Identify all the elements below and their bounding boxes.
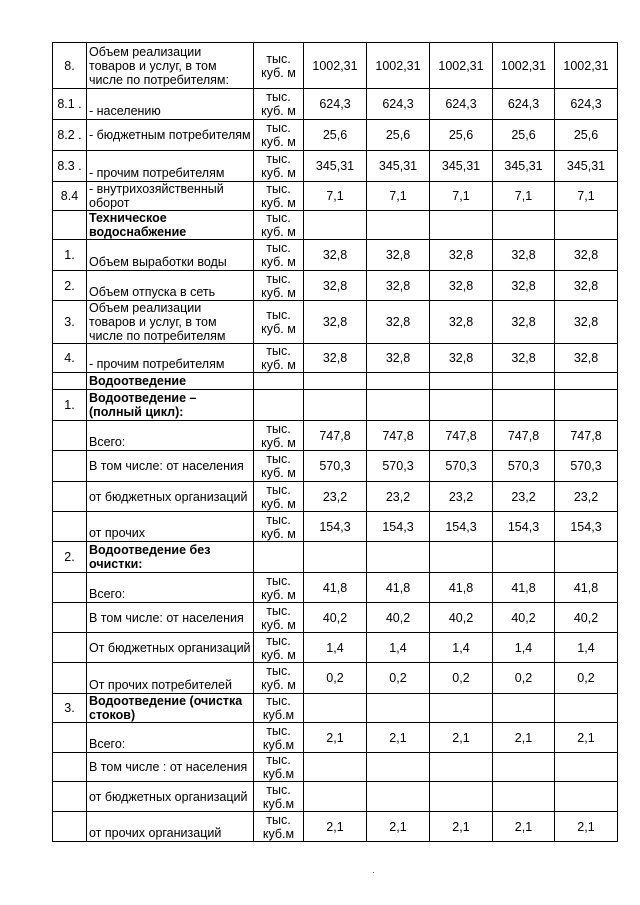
value-cell-5: 32,8: [555, 344, 618, 373]
value-cell-2: [367, 542, 430, 573]
row-description: Объем реализации товаров и услуг, в том числе по потребителям: [87, 301, 254, 344]
row-number: [53, 573, 87, 603]
row-description: От бюджетных организаций: [87, 633, 254, 663]
row-number: [53, 663, 87, 694]
value-cell-4: 32,8: [493, 301, 555, 344]
value-cell-3: 25,6: [430, 120, 493, 151]
value-cell-2: 41,8: [367, 573, 430, 603]
value-cell-2: 154,3: [367, 512, 430, 542]
value-cell-5: [555, 542, 618, 573]
value-cell-4: 41,8: [493, 573, 555, 603]
value-cell-1: [304, 542, 367, 573]
value-cell-3: 32,8: [430, 240, 493, 271]
table-row: [53, 89, 618, 120]
value-cell-3: [430, 694, 493, 723]
value-cell-2: [367, 753, 430, 782]
value-cell-2: 345,31: [367, 151, 430, 182]
value-cell-4: [493, 753, 555, 782]
table-row: [53, 421, 618, 451]
value-cell-5: [555, 694, 618, 723]
value-cell-1: 345,31: [304, 151, 367, 182]
value-cell-4: [493, 782, 555, 812]
row-description: От прочих потребителей: [87, 663, 254, 694]
row-unit: тыс. куб. м: [254, 182, 304, 211]
row-unit: тыс. куб. м: [254, 633, 304, 663]
value-cell-4: 747,8: [493, 421, 555, 451]
value-cell-4: 624,3: [493, 89, 555, 120]
row-unit: тыс. куб. м: [254, 573, 304, 603]
value-cell-3: 570,3: [430, 451, 493, 482]
table-row: [53, 301, 618, 344]
value-cell-3: [430, 753, 493, 782]
value-cell-1: 2,1: [304, 723, 367, 753]
row-description: Водоотведение – (полный цикл):: [87, 390, 254, 421]
value-cell-3: 154,3: [430, 512, 493, 542]
value-cell-2: 747,8: [367, 421, 430, 451]
row-description: В том числе: от населения: [87, 451, 254, 482]
value-cell-2: 1,4: [367, 633, 430, 663]
value-cell-2: 40,2: [367, 603, 430, 633]
value-cell-5: [555, 782, 618, 812]
value-cell-2: [367, 694, 430, 723]
row-number: 8.: [53, 43, 87, 89]
row-unit: тыс. куб. м: [254, 151, 304, 182]
value-cell-3: [430, 782, 493, 812]
value-cell-1: 624,3: [304, 89, 367, 120]
value-cell-4: [493, 373, 555, 390]
row-number: [53, 211, 87, 240]
value-cell-1: [304, 211, 367, 240]
row-description: от прочих: [87, 512, 254, 542]
scan-speck: [373, 872, 374, 873]
row-number: 1.: [53, 240, 87, 271]
row-unit: тыс. куб. м: [254, 603, 304, 633]
table-row: [53, 182, 618, 211]
row-number: [53, 633, 87, 663]
row-description: - внутрихозяйственный оборот: [87, 182, 254, 211]
value-cell-3: 41,8: [430, 573, 493, 603]
row-unit: тыс. куб. м: [254, 211, 304, 240]
value-cell-3: 1002,31: [430, 43, 493, 89]
row-description: Всего:: [87, 573, 254, 603]
row-unit: тыс. куб.м: [254, 782, 304, 812]
value-cell-2: [367, 390, 430, 421]
table-row: [53, 390, 618, 421]
value-cell-1: 32,8: [304, 271, 367, 301]
value-cell-4: 7,1: [493, 182, 555, 211]
value-cell-4: [493, 211, 555, 240]
table-row: [53, 633, 618, 663]
value-cell-3: [430, 390, 493, 421]
table-row: [53, 812, 618, 842]
row-number: [53, 451, 87, 482]
table-row: [53, 782, 618, 812]
value-cell-4: 2,1: [493, 723, 555, 753]
row-description: от прочих организаций: [87, 812, 254, 842]
value-cell-5: 7,1: [555, 182, 618, 211]
value-cell-4: 32,8: [493, 271, 555, 301]
row-description: Техническое водоснабжение: [87, 211, 254, 240]
row-description: от бюджетных организаций: [87, 782, 254, 812]
value-cell-2: 2,1: [367, 723, 430, 753]
value-cell-3: 2,1: [430, 723, 493, 753]
value-cell-5: [555, 211, 618, 240]
row-unit: тыс. куб. м: [254, 271, 304, 301]
value-cell-1: [304, 694, 367, 723]
table-row: [53, 240, 618, 271]
row-number: 2.: [53, 271, 87, 301]
value-cell-3: [430, 542, 493, 573]
value-cell-5: 0,2: [555, 663, 618, 694]
value-cell-5: 747,8: [555, 421, 618, 451]
value-cell-2: [367, 782, 430, 812]
row-unit: тыс. куб. м: [254, 451, 304, 482]
value-cell-3: [430, 373, 493, 390]
value-cell-3: 2,1: [430, 812, 493, 842]
value-cell-3: 1,4: [430, 633, 493, 663]
row-unit: тыс. куб. м: [254, 482, 304, 512]
row-number: [53, 753, 87, 782]
row-number: 8.4: [53, 182, 87, 211]
row-number: [53, 782, 87, 812]
table-row: [53, 271, 618, 301]
row-unit: тыс. куб.м: [254, 812, 304, 842]
value-cell-2: 7,1: [367, 182, 430, 211]
value-cell-2: [367, 373, 430, 390]
row-number: 3.: [53, 301, 87, 344]
value-cell-2: 32,8: [367, 240, 430, 271]
table-row: [53, 482, 618, 512]
value-cell-2: 1002,31: [367, 43, 430, 89]
value-cell-3: 0,2: [430, 663, 493, 694]
row-description: - прочим потребителям: [87, 344, 254, 373]
value-cell-5: [555, 753, 618, 782]
value-cell-1: 25,6: [304, 120, 367, 151]
row-description: Объем реализации товаров и услуг, в том числе по потребителям:: [87, 43, 254, 89]
value-cell-2: 570,3: [367, 451, 430, 482]
row-unit: тыс. куб. м: [254, 663, 304, 694]
water-volume-table: [52, 42, 618, 842]
row-number: [53, 421, 87, 451]
value-cell-1: 32,8: [304, 301, 367, 344]
value-cell-5: 154,3: [555, 512, 618, 542]
table-row: [53, 344, 618, 373]
value-cell-4: 1002,31: [493, 43, 555, 89]
value-cell-3: 345,31: [430, 151, 493, 182]
row-unit: тыс. куб. м: [254, 421, 304, 451]
row-number: [53, 482, 87, 512]
value-cell-3: 32,8: [430, 301, 493, 344]
value-cell-5: [555, 390, 618, 421]
value-cell-4: [493, 390, 555, 421]
value-cell-4: 32,8: [493, 240, 555, 271]
row-number: 3.: [53, 694, 87, 723]
value-cell-1: 154,3: [304, 512, 367, 542]
value-cell-1: 570,3: [304, 451, 367, 482]
row-description: от бюджетных организаций: [87, 482, 254, 512]
table-row: [53, 43, 618, 89]
value-cell-3: 624,3: [430, 89, 493, 120]
value-cell-4: 32,8: [493, 344, 555, 373]
row-number: 8.3 .: [53, 151, 87, 182]
row-description: В том числе: от населения: [87, 603, 254, 633]
row-description: Объем выработки воды: [87, 240, 254, 271]
value-cell-1: 23,2: [304, 482, 367, 512]
value-cell-2: 23,2: [367, 482, 430, 512]
value-cell-3: [430, 211, 493, 240]
row-description: В том числе : от населения: [87, 753, 254, 782]
value-cell-5: 624,3: [555, 89, 618, 120]
value-cell-1: [304, 390, 367, 421]
row-number: 1.: [53, 390, 87, 421]
value-cell-5: 25,6: [555, 120, 618, 151]
row-unit: тыс. куб. м: [254, 240, 304, 271]
row-unit: тыс. куб.м: [254, 694, 304, 723]
value-cell-4: [493, 542, 555, 573]
value-cell-2: 2,1: [367, 812, 430, 842]
value-cell-5: 1002,31: [555, 43, 618, 89]
value-cell-3: 40,2: [430, 603, 493, 633]
table-row: [53, 151, 618, 182]
table-row: [53, 573, 618, 603]
value-cell-5: 41,8: [555, 573, 618, 603]
value-cell-4: 345,31: [493, 151, 555, 182]
table-body: [53, 43, 618, 842]
row-unit: тыс. куб.м: [254, 753, 304, 782]
row-number: [53, 812, 87, 842]
row-description: Водоотведение (очистка стоков): [87, 694, 254, 723]
value-cell-4: 570,3: [493, 451, 555, 482]
row-unit: [254, 373, 304, 390]
value-cell-3: 32,8: [430, 271, 493, 301]
value-cell-1: 2,1: [304, 812, 367, 842]
value-cell-5: 32,8: [555, 240, 618, 271]
value-cell-1: 1002,31: [304, 43, 367, 89]
value-cell-1: 1,4: [304, 633, 367, 663]
row-number: 8.1 .: [53, 89, 87, 120]
row-unit: тыс. куб. м: [254, 301, 304, 344]
row-description: Водоотведение без очистки:: [87, 542, 254, 573]
value-cell-2: [367, 211, 430, 240]
value-cell-5: 1,4: [555, 633, 618, 663]
row-unit: [254, 390, 304, 421]
table-row: [53, 373, 618, 390]
value-cell-5: 570,3: [555, 451, 618, 482]
row-unit: тыс. куб. м: [254, 344, 304, 373]
table-row: [53, 120, 618, 151]
value-cell-1: [304, 373, 367, 390]
row-number: 4.: [53, 344, 87, 373]
value-cell-4: 1,4: [493, 633, 555, 663]
row-number: 8.2 .: [53, 120, 87, 151]
row-unit: тыс. куб. м: [254, 512, 304, 542]
value-cell-4: 0,2: [493, 663, 555, 694]
value-cell-5: 23,2: [555, 482, 618, 512]
row-description: Объем отпуска в сеть: [87, 271, 254, 301]
value-cell-2: 0,2: [367, 663, 430, 694]
value-cell-1: [304, 753, 367, 782]
table-row: [53, 753, 618, 782]
table-row: [53, 542, 618, 573]
value-cell-4: 23,2: [493, 482, 555, 512]
value-cell-4: 154,3: [493, 512, 555, 542]
row-number: [53, 723, 87, 753]
value-cell-1: 32,8: [304, 240, 367, 271]
value-cell-3: 747,8: [430, 421, 493, 451]
value-cell-5: 345,31: [555, 151, 618, 182]
value-cell-4: 40,2: [493, 603, 555, 633]
row-description: - населению: [87, 89, 254, 120]
table-row: [53, 211, 618, 240]
table-row: [53, 451, 618, 482]
value-cell-2: 32,8: [367, 271, 430, 301]
value-cell-1: 32,8: [304, 344, 367, 373]
row-description: - бюджетным потребителям: [87, 120, 254, 151]
value-cell-2: 25,6: [367, 120, 430, 151]
row-description: Водоотведение: [87, 373, 254, 390]
value-cell-3: 23,2: [430, 482, 493, 512]
value-cell-1: 41,8: [304, 573, 367, 603]
value-cell-2: 32,8: [367, 344, 430, 373]
value-cell-1: 0,2: [304, 663, 367, 694]
value-cell-5: 32,8: [555, 301, 618, 344]
value-cell-3: 32,8: [430, 344, 493, 373]
value-cell-1: 7,1: [304, 182, 367, 211]
row-description: Всего:: [87, 421, 254, 451]
row-unit: тыс. куб. м: [254, 89, 304, 120]
table-row: [53, 512, 618, 542]
row-number: [53, 603, 87, 633]
value-cell-5: [555, 373, 618, 390]
table-row: [53, 723, 618, 753]
row-number: [53, 373, 87, 390]
value-cell-5: 2,1: [555, 723, 618, 753]
value-cell-2: 32,8: [367, 301, 430, 344]
row-unit: [254, 542, 304, 573]
value-cell-4: 25,6: [493, 120, 555, 151]
value-cell-2: 624,3: [367, 89, 430, 120]
row-unit: тыс. куб. м: [254, 120, 304, 151]
row-unit: тыс. куб.м: [254, 723, 304, 753]
table-row: [53, 694, 618, 723]
row-description: Всего:: [87, 723, 254, 753]
row-number: [53, 512, 87, 542]
row-number: 2.: [53, 542, 87, 573]
row-unit: тыс. куб. м: [254, 43, 304, 89]
row-description: - прочим потребителям: [87, 151, 254, 182]
value-cell-4: 2,1: [493, 812, 555, 842]
value-cell-4: [493, 694, 555, 723]
value-cell-1: [304, 782, 367, 812]
value-cell-5: 2,1: [555, 812, 618, 842]
value-cell-3: 7,1: [430, 182, 493, 211]
value-cell-5: 32,8: [555, 271, 618, 301]
value-cell-5: 40,2: [555, 603, 618, 633]
value-cell-1: 747,8: [304, 421, 367, 451]
value-cell-1: 40,2: [304, 603, 367, 633]
table-row: [53, 603, 618, 633]
table-row: [53, 663, 618, 694]
